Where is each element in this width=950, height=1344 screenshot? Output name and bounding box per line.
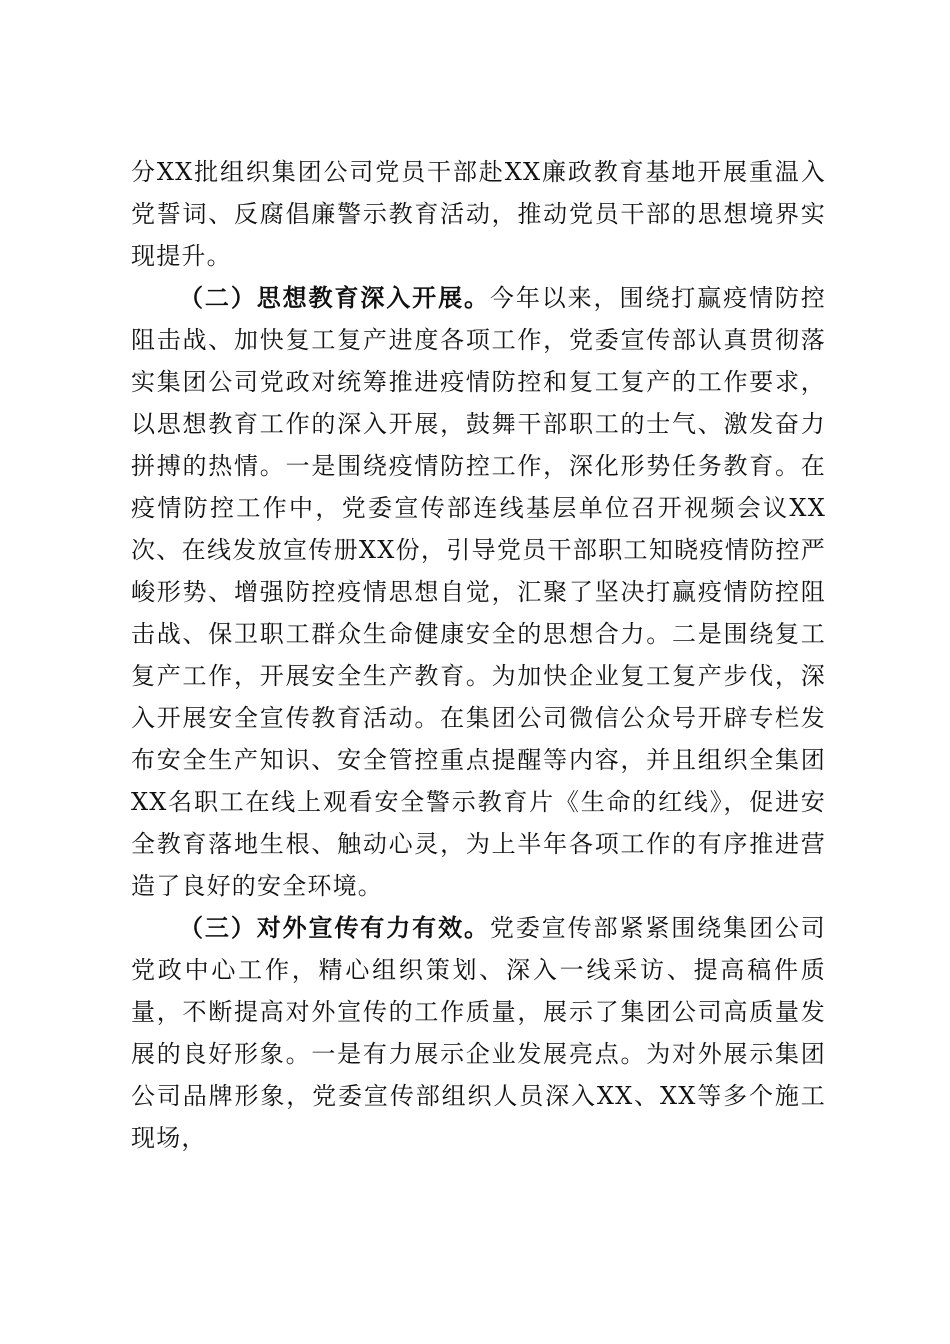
paragraph-text: 党委宣传部紧紧围绕集团公司党政中心工作，精心组织策划、深入一线采访、提高稿件质量，不断提高对外宣传的工作质量，展示了集团公司高质量发展的良好形象。一是有力展示企业发展亮点。为对外展示集团公司品牌形象，党委宣传部组织人员深入XX、XX等多个施工现场， (131, 914, 826, 1152)
paragraph-section-3 (131, 907, 826, 1159)
section-heading: （二）思想教育深入开展。 (179, 283, 490, 312)
paragraph-text: 今年以来，围绕打赢疫情防控阻击战、加快复工复产进度各项工作，党委宣传部认真贯彻落实集团公司党政对统筹推进疫情防控和复工复产的工作要求，以思想教育工作的深入开展，鼓舞干部职工的士气、激发奋力拼搏的热情。一是围绕疫情防控工作，深化形势任务教育。在疫情防控工作中，党委宣传部连线基层单位召开视频会议XX次、在线发放宣传册XX份，引导党员干部职工知晓疫情防控严峻形势、增强防控疫情思想自觉，汇聚了坚决打赢疫情防控阻击战、保卫职工群众生命健康安全的思想合力。二是围绕复工复产工作，开展安全生产教育。为加快企业复工复产步伐，深入开展安全宣传教育活动。在集团公司微信公众号开辟专栏发布安全生产知识、安全管控重点提醒等内容，并且组织全集团XX名职工在线上观看安全警示教育片《生命的红线》，促进安全教育落地生根、触动心灵，为上半年各项工作的有序推进营造了良好的安全环境。 (131, 284, 826, 900)
paragraph-continuation (131, 151, 826, 277)
document-page (131, 151, 826, 1159)
paragraph-section-2 (131, 277, 826, 907)
paragraph-text: 分XX批组织集团公司党员干部赴XX廉政教育基地开展重温入党誓词、反腐倡廉警示教育活动，推动党员干部的思想境界实现提升。 (131, 158, 826, 270)
section-heading: （三）对外宣传有力有效。 (179, 913, 490, 942)
